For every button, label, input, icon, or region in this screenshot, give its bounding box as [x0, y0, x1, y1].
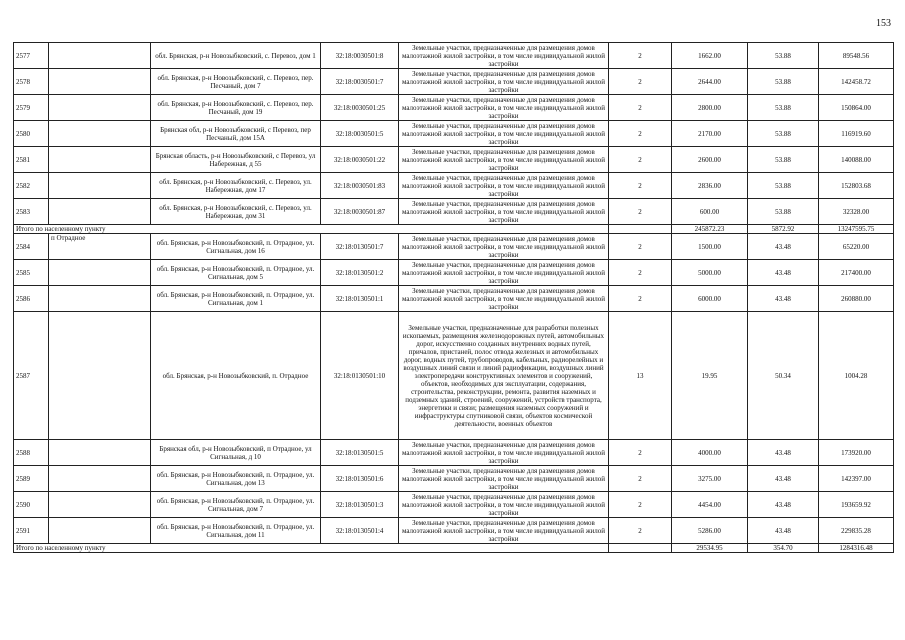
group-number: 2 [609, 518, 672, 544]
cadastral-value: 65220.00 [819, 234, 894, 260]
land-use-cell: Земельные участки, предназначенные для размещения домов малоэтажной жилой застройки, в том числе индивидуальной жилой застройки [399, 121, 609, 147]
group-number: 2 [609, 492, 672, 518]
settlement-cell [49, 199, 151, 225]
settlement-cell [49, 466, 151, 492]
area-cell: 2644.00 [672, 69, 748, 95]
cadastral-value: 260880.00 [819, 286, 894, 312]
row-number: 2583 [14, 199, 49, 225]
group-number: 2 [609, 173, 672, 199]
settlement-cell [49, 440, 151, 466]
cadastral-number: 32:18:0130501:2 [321, 260, 399, 286]
rate-cell: 50.34 [748, 312, 819, 440]
cadastral-number: 32:18:0030501:5 [321, 121, 399, 147]
address-cell: обл. Брянская, р-н Новозыбковский, п. Отрадное [151, 312, 321, 440]
group-number: 2 [609, 199, 672, 225]
settlement-cell [49, 69, 151, 95]
row-number: 2589 [14, 466, 49, 492]
settlement-cell [49, 173, 151, 199]
rate-cell: 53.88 [748, 199, 819, 225]
cadastral-value: 89548.56 [819, 43, 894, 69]
rate-cell: 43.48 [748, 492, 819, 518]
cadastral-number: 32:18:0030501:87 [321, 199, 399, 225]
row-number: 2591 [14, 518, 49, 544]
rate-cell: 43.48 [748, 286, 819, 312]
address-cell: обл. Брянская, р-н Новозыбковский, п. Отрадное, ул. Сигнальная, дом 5 [151, 260, 321, 286]
subtotal-rate: 354.70 [748, 544, 819, 553]
cadastral-value: 116919.60 [819, 121, 894, 147]
cadastral-number: 32:18:0030501:25 [321, 95, 399, 121]
subtotal-value: 1284316.48 [819, 544, 894, 553]
subtotal-label: Итого по населенному пункту [14, 544, 609, 553]
rate-cell: 43.48 [748, 466, 819, 492]
address-cell: обл. Брянская, р-н Новозыбковский, с. Перевоз, ул. Набережная, дом 17 [151, 173, 321, 199]
table-row [14, 147, 894, 173]
land-use-cell: Земельные участки, предназначенные для размещения домов малоэтажной жилой застройки, в том числе индивидуальной жилой застройки [399, 95, 609, 121]
group-number: 2 [609, 286, 672, 312]
row-number: 2580 [14, 121, 49, 147]
area-cell: 2800.00 [672, 95, 748, 121]
land-use-cell: Земельные участки, предназначенные для размещения домов малоэтажной жилой застройки, в том числе индивидуальной жилой застройки [399, 492, 609, 518]
row-number: 2579 [14, 95, 49, 121]
address-cell: Брянская обл, р-н Новозыбковский, п Отрадное, ул Сигнальная, д 10 [151, 440, 321, 466]
settlement-cell [49, 95, 151, 121]
area-cell: 19.95 [672, 312, 748, 440]
subtotal-label: Итого по населенному пункту [14, 225, 609, 234]
area-cell: 2600.00 [672, 147, 748, 173]
table-row [14, 260, 894, 286]
group-number: 2 [609, 69, 672, 95]
land-use-cell: Земельные участки, предназначенные для размещения домов малоэтажной жилой застройки, в том числе индивидуальной жилой застройки [399, 199, 609, 225]
land-use-cell: Земельные участки, предназначенные для размещения домов малоэтажной жилой застройки, в том числе индивидуальной жилой застройки [399, 69, 609, 95]
land-use-cell: Земельные участки, предназначенные для размещения домов малоэтажной жилой застройки, в том числе индивидуальной жилой застройки [399, 173, 609, 199]
land-use-cell: Земельные участки, предназначенные для размещения домов малоэтажной жилой застройки, в том числе индивидуальной жилой застройки [399, 440, 609, 466]
cadastral-value-table [13, 42, 894, 553]
row-number: 2588 [14, 440, 49, 466]
cadastral-value: 32328.00 [819, 199, 894, 225]
cadastral-number: 32:18:0130501:10 [321, 312, 399, 440]
area-cell: 4000.00 [672, 440, 748, 466]
area-cell: 2170.00 [672, 121, 748, 147]
cadastral-number: 32:18:0130501:3 [321, 492, 399, 518]
group-number: 2 [609, 234, 672, 260]
table-row [14, 173, 894, 199]
cadastral-value: 173920.00 [819, 440, 894, 466]
settlement-cell [49, 518, 151, 544]
subtotal-area: 245872.23 [672, 225, 748, 234]
row-number: 2585 [14, 260, 49, 286]
cadastral-value: 229835.28 [819, 518, 894, 544]
table-row [14, 492, 894, 518]
page-number: 153 [876, 18, 891, 29]
address-cell: обл. Брянская, р-н Новозыбковский, с. Перевоз, ул. Набережная, дом 31 [151, 199, 321, 225]
area-cell: 3275.00 [672, 466, 748, 492]
address-cell: обл. Брянская, р-н Новозыбковский, п. Отрадное, ул. Сигнальная, дом 16 [151, 234, 321, 260]
rate-cell: 53.88 [748, 43, 819, 69]
land-use-cell: Земельные участки, предназначенные для размещения домов малоэтажной жилой застройки, в том числе индивидуальной жилой застройки [399, 260, 609, 286]
rate-cell: 53.88 [748, 95, 819, 121]
rate-cell: 43.48 [748, 234, 819, 260]
row-number: 2584 [14, 234, 49, 260]
group-number: 13 [609, 312, 672, 440]
subtotal-row [14, 225, 894, 234]
cadastral-value: 1004.28 [819, 312, 894, 440]
settlement-cell [49, 121, 151, 147]
group-number: 2 [609, 121, 672, 147]
cadastral-number: 32:18:0130501:4 [321, 518, 399, 544]
table-row [14, 95, 894, 121]
row-number: 2586 [14, 286, 49, 312]
row-number: 2590 [14, 492, 49, 518]
land-use-cell: Земельные участки, предназначенные для разработки полезных ископаемых, размещения железнодорожных путей, автомобильных дорог, искусственно созданных внутренних водных путей, причалов, пристаней, полос отвода железных и автомобильных дорог, водных путей, трубопроводов, кабельных, радиорелейных и воздушных линий связи и линий радиофикации, воздушных линий электропередачи конструктивных элементов и сооружений, объектов, необходимых для эксплуатации, содержания, строительства, реконструкции, ремонта, развития наземных и подземных зданий, строений, сооружений, устройств транспорта, энергетики и связи; размещения наземных сооружений и инфраструктуры спутниковой связи, объектов космической деятельности, военных объектов [399, 312, 609, 440]
land-use-cell: Земельные участки, предназначенные для размещения домов малоэтажной жилой застройки, в том числе индивидуальной жилой застройки [399, 466, 609, 492]
cadastral-value: 152803.68 [819, 173, 894, 199]
cadastral-value: 217400.00 [819, 260, 894, 286]
table-row [14, 286, 894, 312]
area-cell: 6000.00 [672, 286, 748, 312]
table-row [14, 43, 894, 69]
area-cell: 2836.00 [672, 173, 748, 199]
area-cell: 5286.00 [672, 518, 748, 544]
address-cell: обл. Брянская, р-н Новозыбковский, с. Перевоз, пер. Песчаный, дом 7 [151, 69, 321, 95]
table-row [14, 69, 894, 95]
cadastral-number: 32:18:0030501:7 [321, 69, 399, 95]
rate-cell: 53.88 [748, 69, 819, 95]
land-use-cell: Земельные участки, предназначенные для размещения домов малоэтажной жилой застройки, в том числе индивидуальной жилой застройки [399, 286, 609, 312]
group-number: 2 [609, 260, 672, 286]
address-cell: обл. Брянская, р-н Новозыбковский, п. Отрадное, ул. Сигнальная, дом 11 [151, 518, 321, 544]
cadastral-value: 150864.00 [819, 95, 894, 121]
cadastral-value: 140088.00 [819, 147, 894, 173]
cadastral-number: 32:18:0030501:8 [321, 43, 399, 69]
settlement-cell [49, 312, 151, 440]
cadastral-number: 32:18:0130501:7 [321, 234, 399, 260]
group-number: 2 [609, 147, 672, 173]
subtotal-group-cell [609, 544, 672, 553]
address-cell: Брянская обл, р-н Новозыбковский, с Перевоз, пер Песчаный, дом 15А [151, 121, 321, 147]
cadastral-value: 142397.00 [819, 466, 894, 492]
address-cell: обл. Брянская, р-н Новозыбковский, п. Отрадное, ул. Сигнальная, дом 1 [151, 286, 321, 312]
group-number: 2 [609, 43, 672, 69]
land-use-cell: Земельные участки, предназначенные для размещения домов малоэтажной жилой застройки, в том числе индивидуальной жилой застройки [399, 234, 609, 260]
area-cell: 4454.00 [672, 492, 748, 518]
address-cell: обл. Брянская, р-н Новозыбковский, с. Перевоз, пер. Песчаный, дом 19 [151, 95, 321, 121]
settlement-cell [49, 260, 151, 286]
address-cell: Брянская область, р-н Новозыбковский, с Перевоз, ул Набережная, д 55 [151, 147, 321, 173]
group-number: 2 [609, 466, 672, 492]
table-row [14, 466, 894, 492]
cadastral-value: 142458.72 [819, 69, 894, 95]
cadastral-number: 32:18:0030501:83 [321, 173, 399, 199]
land-use-cell: Земельные участки, предназначенные для размещения домов малоэтажной жилой застройки, в том числе индивидуальной жилой застройки [399, 147, 609, 173]
group-number: 2 [609, 440, 672, 466]
area-cell: 600.00 [672, 199, 748, 225]
rate-cell: 43.48 [748, 440, 819, 466]
group-number: 2 [609, 95, 672, 121]
subtotal-row [14, 544, 894, 553]
address-cell: обл. Брянская, р-н Новозыбковский, п. Отрадное, ул. Сигнальная, дом 7 [151, 492, 321, 518]
table-row [14, 121, 894, 147]
table-row [14, 518, 894, 544]
cadastral-number: 32:18:0130501:1 [321, 286, 399, 312]
address-cell: обл. Брянская, р-н Новозыбковский, п. Отрадное, ул. Сигнальная, дом 13 [151, 466, 321, 492]
area-cell: 1662.00 [672, 43, 748, 69]
subtotal-value: 13247595.75 [819, 225, 894, 234]
rate-cell: 43.48 [748, 260, 819, 286]
cadastral-value: 193659.92 [819, 492, 894, 518]
row-number: 2577 [14, 43, 49, 69]
cadastral-number: 32:18:0130501:5 [321, 440, 399, 466]
table-row [14, 234, 894, 260]
land-use-cell: Земельные участки, предназначенные для размещения домов малоэтажной жилой застройки, в том числе индивидуальной жилой застройки [399, 43, 609, 69]
table-row [14, 199, 894, 225]
area-cell: 1500.00 [672, 234, 748, 260]
table-row [14, 440, 894, 466]
land-use-cell: Земельные участки, предназначенные для размещения домов малоэтажной жилой застройки, в том числе индивидуальной жилой застройки [399, 518, 609, 544]
settlement-cell [49, 492, 151, 518]
rate-cell: 53.88 [748, 147, 819, 173]
subtotal-area: 29534.95 [672, 544, 748, 553]
row-number: 2587 [14, 312, 49, 440]
settlement-cell [49, 147, 151, 173]
table-row [14, 312, 894, 440]
rate-cell: 53.88 [748, 121, 819, 147]
rate-cell: 43.48 [748, 518, 819, 544]
settlement-cell [49, 43, 151, 69]
address-cell: обл. Брянская, р-н Новозыбковский, с. Перевоз, дом 1 [151, 43, 321, 69]
area-cell: 5000.00 [672, 260, 748, 286]
settlement-cell: п Отрадное [49, 234, 151, 260]
cadastral-number: 32:18:0130501:6 [321, 466, 399, 492]
rate-cell: 53.88 [748, 173, 819, 199]
subtotal-group-cell [609, 225, 672, 234]
row-number: 2581 [14, 147, 49, 173]
subtotal-rate: 5872.92 [748, 225, 819, 234]
row-number: 2582 [14, 173, 49, 199]
settlement-cell [49, 286, 151, 312]
cadastral-number: 32:18:0030501:22 [321, 147, 399, 173]
row-number: 2578 [14, 69, 49, 95]
